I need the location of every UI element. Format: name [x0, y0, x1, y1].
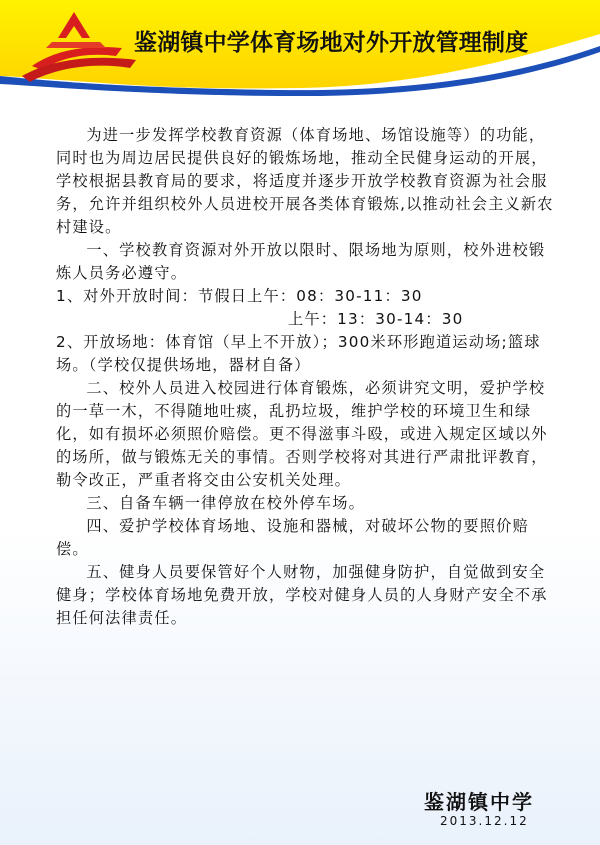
opening-time-line-2: 上午：13：30-14：30: [288, 310, 464, 328]
rule-4: 四、爱护学校体育场地、设施和器械，对破坏公物的要照价赔偿。: [56, 517, 529, 558]
rule-2: 二、校外人员进入校园进行体育锻炼，必须讲究文明，爱护学校的一草一木，不得随地吐痰，乱扔垃圾，维护学校的环境卫生和绿化，如有损坏必须照价赔偿。更不得滋事斗殴，或进入规定区域以外的场所，做与锻炼无关的事情。否则学校将对其进行严肃批评教育，勒令改正，严重者将交由公安机关处理。: [56, 379, 548, 489]
rule-5: 五、健身人员要保管好个人财物，加强健身防护，自觉做到安全健身；学校体育场地免费开放，学校对健身人员的人身财产安全不承担任何法律责任。: [56, 563, 548, 627]
school-signature: 鉴湖镇中学: [424, 790, 534, 814]
opening-time-line-1: 1、对外开放时间：节假日上午：08：30-11：30: [56, 287, 423, 305]
issue-date: 2013.12.12: [440, 814, 529, 828]
venues-paragraph: 2、开放场地：体育馆（早上不开放）；300米环形跑道运动场;篮球场。（学校仅提供场地，器材自备）: [56, 333, 541, 374]
page-title: 鉴湖镇中学体育场地对外开放管理制度: [134, 30, 529, 56]
rule-3: 三、自备车辆一律停放在校外停车场。: [86, 494, 365, 512]
intro-paragraph: 为进一步发挥学校教育资源（体育场地、场馆设施等）的功能，同时也为周边居民提供良好的锻炼场地，推动全民健身运动的开展，学校根据县教育局的要求，将适度并逐步开放学校教育资源为社会服务，允许并组织校外人员进校开展各类体育锻炼,以推动社会主义新农村建设。: [56, 126, 554, 236]
school-logo-icon: [12, 8, 140, 88]
rule-1: 一、学校教育资源对外开放以限时、限场地为原则，校外进校锻炼人员务必遵守。: [56, 241, 546, 282]
regulation-body: [56, 124, 556, 630]
